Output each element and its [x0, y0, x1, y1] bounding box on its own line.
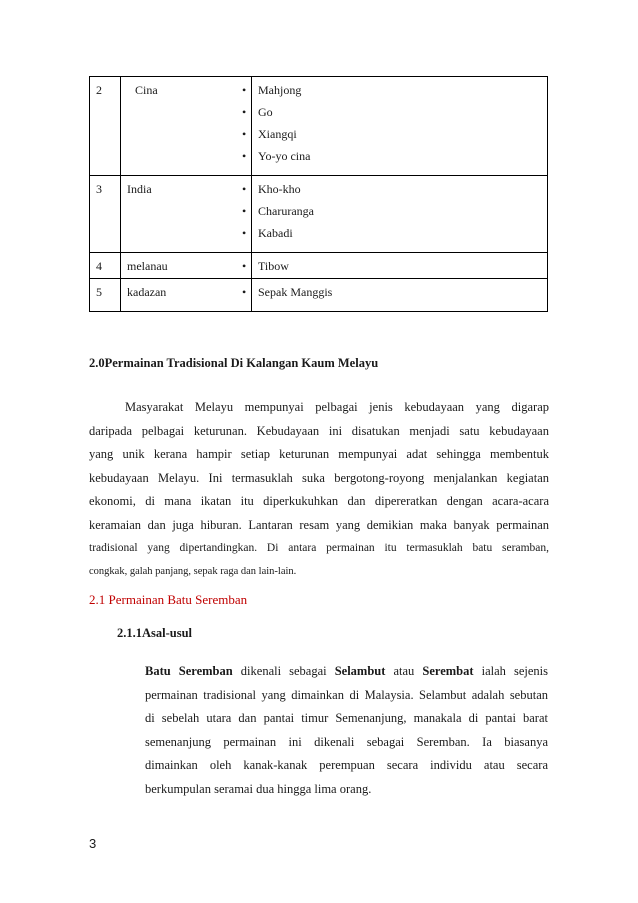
games-list — [258, 182, 541, 248]
paragraph-line: keramaian dan juga hiburan. Lantaran resam yang demikian maka banyak permainan — [89, 517, 549, 532]
list-item: • Kabadi — [258, 226, 541, 248]
list-item: • Kho-kho — [258, 182, 541, 204]
paragraph-line: tradisional yang dipertandingkan. Di antara permainan itu termasuklah batu seramban, — [89, 542, 549, 554]
paragraph-line: daripada pelbagai keturunan. Kebudayaan ini disatukan menjadi satu kebudayaan — [89, 423, 549, 438]
list-item: • Go — [258, 105, 541, 127]
paragraph-line: congkak, galah panjang, sepak raga dan lain-lain. — [89, 565, 297, 577]
games-list — [258, 83, 541, 171]
games-list — [258, 285, 541, 307]
table-row — [90, 77, 548, 176]
games-list — [258, 259, 541, 273]
row-number: 5 — [90, 279, 121, 312]
paragraph-line: ekonomi, di mana ikatan itu diperkukuhkan dan dipereratkan dengan acara-acara — [89, 494, 549, 508]
row-number: 4 — [90, 253, 121, 279]
race-name: India — [121, 176, 252, 253]
paragraph-line: kebudayaan Melayu. Ini termasuklah suka bergotong-royong menjalankan kegiatan — [89, 470, 549, 485]
games-list-cell — [252, 77, 548, 176]
subsection-heading: 2.1 Permainan Batu Seremban — [89, 592, 248, 607]
bold-term: Batu Seremban — [145, 664, 233, 678]
bold-term: Selambut — [334, 664, 386, 678]
list-item: • Mahjong — [258, 83, 541, 105]
race-name: Cina — [121, 77, 252, 176]
paragraph-line: dimainkan oleh kanak-kanak perempuan secara individu atau secara — [145, 758, 548, 772]
section-paragraph — [89, 398, 549, 586]
text-run: dikenali sebagai — [232, 664, 335, 678]
paragraph-line: permainan tradisional yang dimainkan di Malaysia. Selambut adalah sebutan — [145, 687, 548, 702]
race-name: melanau — [121, 253, 252, 279]
games-list-cell — [252, 279, 548, 312]
table-row — [90, 279, 548, 312]
row-number: 2 — [90, 77, 121, 176]
paragraph-line — [145, 662, 548, 686]
list-item: • Yo-yo cina — [258, 149, 541, 171]
row-number: 3 — [90, 176, 121, 253]
paragraph-line: di sebelah utara dan pantai timur Semenanjung, manakala di pantai barat — [145, 711, 548, 725]
table-row — [90, 176, 548, 253]
paragraph-line: Masyarakat Melayu mempunyai pelbagai jenis kebudayaan yang digarap — [125, 400, 549, 414]
page-number: 3 — [89, 836, 97, 851]
list-item: • Sepak Manggis — [258, 285, 541, 307]
games-list-cell — [252, 176, 548, 253]
list-item: • Xiangqi — [258, 127, 541, 149]
games-list-cell — [252, 253, 548, 279]
sub-subsection-heading: 2.1.1Asal-usul — [117, 626, 193, 640]
games-table — [89, 76, 548, 312]
section-heading: 2.0Permainan Tradisional Di Kalangan Kaum Melayu — [89, 356, 379, 370]
list-item: • Charuranga — [258, 204, 541, 226]
bold-term: Serembat — [422, 664, 474, 678]
paragraph-line: berkumpulan seramai dua hingga lima orang. — [145, 781, 372, 796]
paragraph-line: yang unik kerana hampir setiap keturunan mempunyai adat sehingga membentuk — [89, 447, 549, 461]
paragraph-line: semenanjung permainan ini dikenali sebagai Seremban. Ia biasanya — [145, 734, 548, 749]
race-name: kadazan — [121, 279, 252, 312]
text-run: ialah sejenis — [473, 664, 548, 678]
text-run: atau — [385, 664, 423, 678]
table-row — [90, 253, 548, 279]
list-item: • Tibow — [258, 259, 541, 273]
subsection-paragraph — [145, 662, 548, 803]
